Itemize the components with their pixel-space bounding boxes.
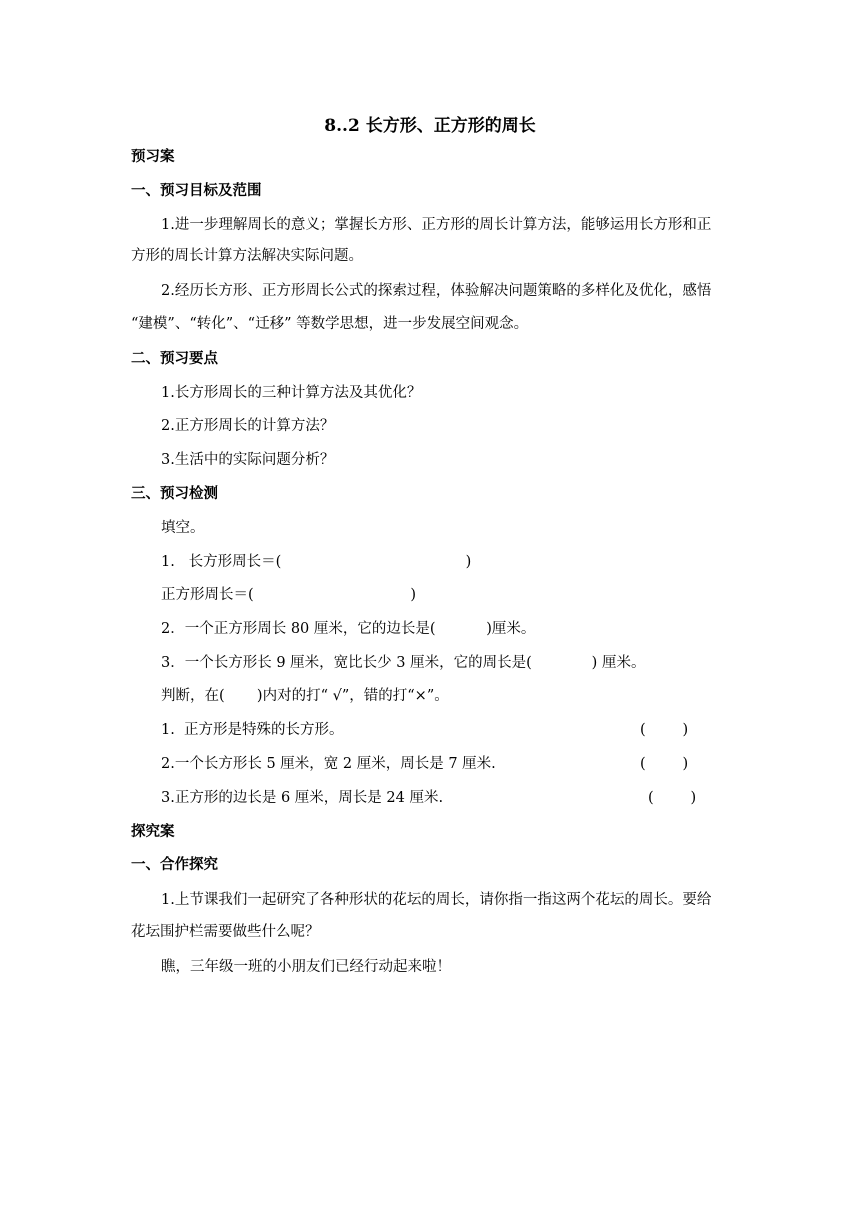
fill-item-1-rectangle: 1. 长方形周长＝( ) [161,554,472,570]
judge-label: 判断，在( )内对的打“ √”，错的打“×”。 [161,688,449,704]
fill-item-1-square: 正方形周长＝( ) [161,587,417,603]
fill-in-label: 填空。 [161,520,205,536]
judge-item-3: 3.正方形的边长是 6 厘米，周长是 24 厘米. [161,790,444,806]
fill-item-2: 2．一个正方形周长 80 厘米，它的边长是( )厘米。 [161,621,536,637]
preview-case-heading: 预习案 [131,149,175,165]
judge-item-2: 2.一个长方形长 5 厘米，宽 2 厘米，周长是 7 厘米. [161,756,496,772]
judge-item-3-bracket: ( ) [648,790,697,806]
section-heading-key-points: 二、预习要点 [131,351,218,367]
key-point-2: 2.正方形周长的计算方法？ [161,418,335,434]
section-heading-cooperation: 一、合作探究 [131,857,218,873]
explore-case-heading: 探究案 [131,824,175,840]
goal-1-line-1: 1.进一步理解周长的意义；掌握长方形、正方形的周长计算方法，能够运用长方形和正 [161,217,712,233]
judge-item-1: 1. 正方形是特殊的长方形。 [161,722,344,738]
judge-item-2-bracket: ( ) [640,756,689,772]
section-heading-check: 三、预习检测 [131,486,218,502]
key-point-1: 1.长方形周长的三种计算方法及其优化？ [161,385,422,401]
page-title: 8..2 长方形、正方形的周长 [324,116,536,136]
explore-2: 瞧，三年级一班的小朋友们已经行动起来啦！ [161,959,451,975]
explore-1-line-2: 花坛围护栏需要做些什么呢？ [131,924,320,940]
judge-item-1-bracket: ( ) [640,722,689,738]
goal-2-line-1: 2.经历长方形、正方形周长公式的探索过程，体验解决问题策略的多样化及优化，感悟 [161,283,712,299]
goal-2-line-2: “建模”、“转化”、“迁移” 等数学思想，进一步发展空间观念。 [131,316,529,332]
fill-item-3: 3．一个长方形长 9 厘米，宽比长少 3 厘米，它的周长是( ) 厘米。 [161,655,646,671]
key-point-3: 3.生活中的实际问题分析？ [161,452,335,468]
section-heading-goals: 一、预习目标及范围 [131,183,262,199]
explore-1-line-1: 1.上节课我们一起研究了各种形状的花坛的周长，请你指一指这两个花坛的周长。要给 [161,892,712,908]
goal-1-line-2: 方形的周长计算方法解决实际问题。 [131,248,363,264]
